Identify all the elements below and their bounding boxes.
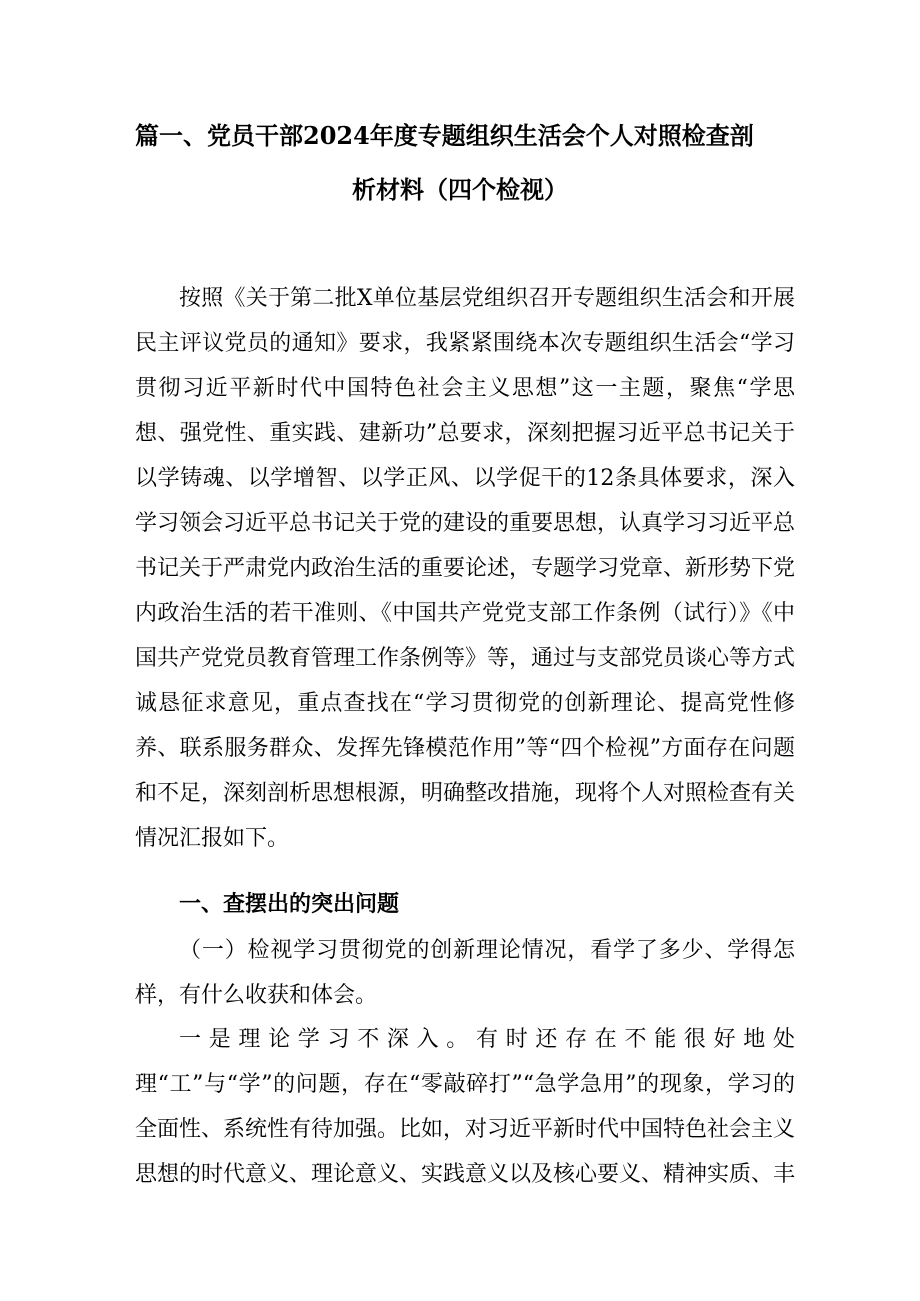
document-title-line-1: 篇一、党员干部2024年度专题组织生活会个人对照检查剖 xyxy=(135,121,754,150)
section-heading: 一、查摆出的突出问题 xyxy=(179,891,400,917)
subsection-paragraph: （一）检视学习贯彻党的创新理论情况，看学了多少、学得怎样，有什么收获和体会。 xyxy=(135,938,795,1008)
intro-paragraph: 按照《关于第二批X单位基层党组织召开专题组织生活会和开展民主评议党员的通知》要求，我紧紧围绕本次专题组织生活会“学习贯彻习近平新时代中国特色社会主义思想”这一主题，聚焦“学思想、强党性、重实践、建新功”总要求，深刻把握习近平总书记关于以学铸魂、以学增智、以学正风、以学促干的12条具体要求，深入学习领会习近平总书记关于党的建设的重要思想，认真学习习近平总书记关于严肃党内政治生活的重要论述，专题学习党章、新形势下党内政治生活的若干准则、《中国共产党党支部工作条例（试行）》《中国共产党党员教育管理工作条例等》等，通过与支部党员谈心等方式诚恳征求意见，重点查找在“学习贯彻党的创新理论、提高党性修养、联系服务群众、发挥先锋模范作用”等“四个检视”方面存在问题和不足，深刻剖析思想根源，明确整改措施，现将个人对照检查有关情况汇报如下。 xyxy=(135,286,796,851)
point-one-paragraph: 一是理论学习不深入。有时还存在不能很好地处理“工”与“学”的问题，存在“零敲碎打”“急学急用”的现象，学习的全面性、系统性有待加强。比如，对习近平新时代中国特色社会主义思想的时代意义、理论意义、实践意义以及核心要义、精神实质、丰 xyxy=(135,1027,796,1187)
document-title-line-2: 析材料（四个检视） xyxy=(352,175,568,204)
